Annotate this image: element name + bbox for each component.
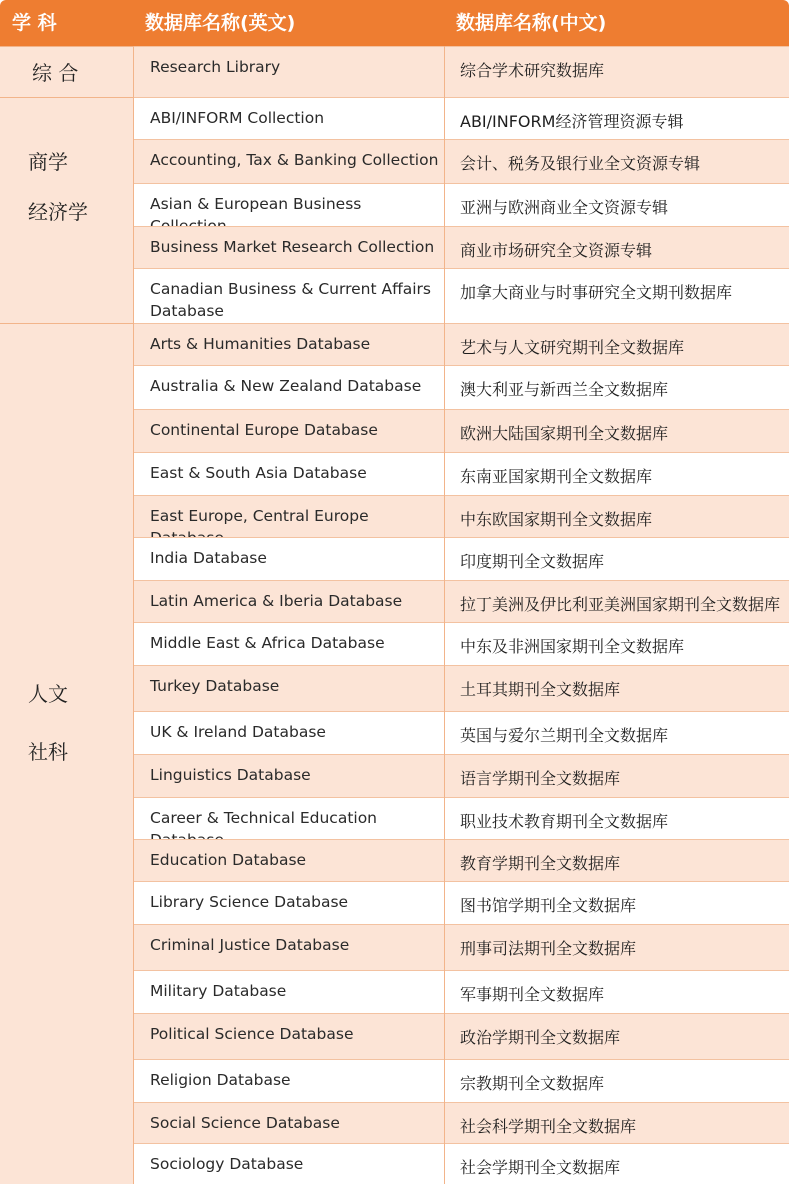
subject-cell — [0, 323, 133, 1184]
database-name-en: Canadian Business & Current Affairs Database — [150, 280, 432, 320]
row-divider — [134, 1102, 789, 1103]
subject-label: 社科 — [28, 740, 68, 764]
database-name-cn: ABI/INFORM经济管理资源专辑 — [460, 112, 684, 131]
row-divider — [134, 46, 789, 47]
row-divider — [134, 797, 789, 798]
database-name-cn: 印度期刊全文数据库 — [460, 552, 605, 571]
subject-label: 经济学 — [28, 200, 88, 224]
database-name-cn: 拉丁美洲及伊比利亚美洲国家期刊全文数据库 — [460, 595, 781, 614]
subject-label: 综 合 — [32, 61, 79, 85]
database-name-cn: 刑事司法期刊全文数据库 — [460, 939, 637, 958]
database-name-cn: 语言学期刊全文数据库 — [460, 769, 621, 788]
database-name-cn: 艺术与人文研究期刊全文数据库 — [460, 338, 685, 357]
database-name-cn: 军事期刊全文数据库 — [460, 985, 605, 1004]
database-name-cn: 综合学术研究数据库 — [460, 61, 605, 80]
database-name-cn: 教育学期刊全文数据库 — [460, 854, 621, 873]
subject-label: 人文 — [28, 682, 68, 706]
database-name-cn: 东南亚国家期刊全文数据库 — [460, 467, 653, 486]
database-name-en: Library Science Database — [150, 893, 349, 911]
table-row — [134, 711, 789, 754]
table-row — [134, 797, 789, 839]
row-divider — [134, 537, 789, 538]
table-row — [134, 409, 789, 452]
row-divider — [134, 754, 789, 755]
row-divider — [134, 495, 789, 496]
table-row — [134, 226, 789, 268]
database-name-cn: 中东及非洲国家期刊全文数据库 — [460, 637, 685, 656]
row-divider — [134, 1059, 789, 1060]
database-name-en: Australia & New Zealand Database — [150, 377, 422, 395]
table-row — [134, 665, 789, 711]
table-header — [0, 0, 789, 46]
database-name-cn: 职业技术教育期刊全文数据库 — [460, 812, 669, 831]
row-divider — [134, 183, 789, 184]
database-name-en: Arts & Humanities Database — [150, 335, 371, 353]
table-row — [134, 139, 789, 183]
database-name-en: Turkey Database — [150, 677, 280, 695]
database-name-en: ABI/INFORM Collection — [150, 109, 325, 127]
database-name-en: Career & Technical Education — [150, 809, 378, 827]
database-name-en: Latin America & Iberia Database — [150, 592, 403, 610]
table-row — [134, 924, 789, 970]
database-name-cn: 亚洲与欧洲商业全文资源专辑 — [460, 198, 669, 217]
table-row — [134, 754, 789, 797]
row-divider — [134, 839, 789, 840]
table-row — [134, 1059, 789, 1102]
table-row — [134, 970, 789, 1013]
row-divider — [134, 226, 789, 227]
database-name-en: Business Market Research Collection — [150, 238, 435, 256]
database-name-cn: 政治学期刊全文数据库 — [460, 1028, 621, 1047]
database-name-en: Asian & European Business — [150, 195, 362, 213]
database-name-en: Middle East & Africa Database — [150, 634, 385, 652]
row-divider — [134, 452, 789, 453]
table-row — [134, 839, 789, 881]
table-row — [134, 323, 789, 365]
database-name-cn: 社会学期刊全文数据库 — [460, 1158, 621, 1177]
database-name-en: Religion Database — [150, 1071, 291, 1089]
row-divider — [134, 139, 789, 140]
database-name-en: Political Science Database — [150, 1025, 354, 1043]
database-name-en: East Europe, Central Europe — [150, 507, 369, 525]
table-row — [134, 452, 789, 495]
subject-cell — [0, 97, 133, 323]
row-divider — [134, 323, 789, 324]
database-name-cn: 社会科学期刊全文数据库 — [460, 1117, 637, 1136]
row-divider — [134, 711, 789, 712]
row-divider — [134, 97, 789, 98]
database-name-en: Military Database — [150, 982, 287, 1000]
table-row — [134, 1102, 789, 1143]
table-row — [134, 97, 789, 139]
row-divider — [134, 924, 789, 925]
table-row — [134, 183, 789, 226]
row-divider — [134, 580, 789, 581]
subject-label: 商学 — [28, 150, 68, 174]
database-name-en: Criminal Justice Database — [150, 936, 350, 954]
row-divider — [134, 409, 789, 410]
database-name-cn: 会计、税务及银行业全文资源专辑 — [460, 154, 701, 173]
row-divider — [134, 665, 789, 666]
row-divider — [134, 881, 789, 882]
table-row — [134, 580, 789, 622]
row-divider — [134, 1143, 789, 1144]
table-row — [134, 495, 789, 537]
database-name-en: Sociology Database — [150, 1155, 304, 1173]
database-name-cn: 加拿大商业与时事研究全文期刊数据库 — [460, 283, 733, 302]
subject-cell — [0, 46, 133, 97]
header-subject: 学 科 — [12, 12, 57, 34]
database-name-cn: 中东欧国家期刊全文数据库 — [460, 510, 653, 529]
row-divider — [134, 268, 789, 269]
header-name-en: 数据库名称(英文) — [145, 12, 296, 34]
column-divider — [444, 46, 445, 1184]
database-name-en: Accounting, Tax & Banking Collection — [150, 151, 439, 169]
header-name-cn: 数据库名称(中文) — [456, 12, 607, 34]
database-name-en: East & South Asia Database — [150, 464, 367, 482]
column-divider — [133, 46, 134, 1184]
database-name-en: Continental Europe Database — [150, 421, 378, 439]
table-row — [134, 46, 789, 97]
table-row — [134, 881, 789, 924]
table-row — [134, 622, 789, 665]
database-name-en: Linguistics Database — [150, 766, 311, 784]
row-divider — [134, 622, 789, 623]
table-row — [134, 268, 789, 323]
database-name-cn: 宗教期刊全文数据库 — [460, 1074, 605, 1093]
database-name-cn: 英国与爱尔兰期刊全文数据库 — [460, 726, 669, 745]
database-name-cn: 商业市场研究全文资源专辑 — [460, 241, 653, 260]
database-name-cn: 土耳其期刊全文数据库 — [460, 680, 621, 699]
table-row — [134, 1013, 789, 1059]
table-row — [134, 537, 789, 580]
row-divider — [134, 970, 789, 971]
database-name-cn: 欧洲大陆国家期刊全文数据库 — [460, 424, 669, 443]
table-row — [134, 365, 789, 409]
database-name-cn: 图书馆学期刊全文数据库 — [460, 896, 637, 915]
row-divider — [134, 1013, 789, 1014]
database-name-en: Research Library — [150, 58, 281, 76]
database-name-en: India Database — [150, 549, 267, 567]
database-name-en: UK & Ireland Database — [150, 723, 326, 741]
database-name-en: Education Database — [150, 851, 307, 869]
database-name-en: Social Science Database — [150, 1114, 340, 1132]
row-divider — [134, 365, 789, 366]
database-name-cn: 澳大利亚与新西兰全文数据库 — [460, 380, 669, 399]
